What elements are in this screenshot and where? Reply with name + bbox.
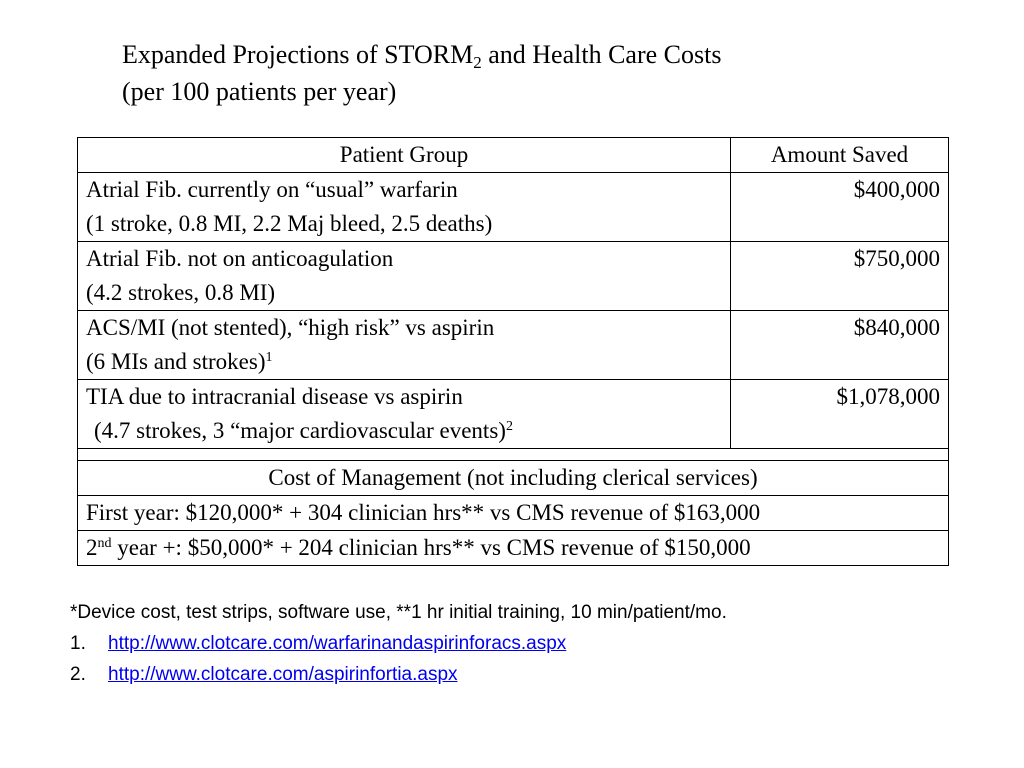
cost-table [77, 137, 949, 566]
patient-group-cell [78, 311, 731, 380]
patient-group-cell [78, 242, 731, 311]
group-line-2 [86, 414, 722, 448]
title-line-2: (per 100 patients per year) [122, 77, 397, 106]
reference-number: 2. [70, 664, 86, 685]
patient-group-cell [78, 173, 731, 242]
slide-title [122, 36, 1002, 110]
group-line-1: Atrial Fib. not on anticoagulation [86, 246, 394, 271]
ordinal-suffix: nd [97, 536, 112, 551]
amount-cell: $1,078,000 [731, 380, 949, 449]
patient-group-cell [78, 380, 731, 449]
device-note: *Device cost, test strips, software use, **1 hr initial training, 10 min/patient/mo. [70, 602, 727, 623]
footnote-ref: 1 [265, 350, 273, 365]
reference-item [70, 628, 970, 659]
cost-row-first-year [78, 496, 949, 531]
table-row [78, 311, 949, 380]
group-line-2-text: (6 MIs and strokes) [86, 349, 266, 374]
table-header-row [78, 138, 949, 173]
group-line-2: (1 stroke, 0.8 MI, 2.2 Maj bleed, 2.5 deaths) [86, 211, 493, 236]
group-line-1: ACS/MI (not stented), “high risk” vs aspirin [86, 315, 495, 340]
header-patient-group: Patient Group [78, 138, 731, 173]
group-line-2 [86, 345, 722, 379]
reference-link[interactable]: http://www.clotcare.com/aspirinfortia.aspx [108, 664, 458, 685]
reference-number: 1. [70, 633, 86, 654]
title-text: Expanded Projections of STORM [122, 40, 474, 69]
reference-link[interactable]: http://www.clotcare.com/warfarinandaspirinforacs.aspx [108, 633, 567, 654]
cost-row-second-year [78, 531, 949, 566]
amount-cell: $750,000 [731, 242, 949, 311]
title-subscript: 2 [473, 53, 482, 72]
group-line-1: TIA due to intracranial disease vs aspirin [86, 384, 463, 409]
cost-header-row [78, 461, 949, 496]
table-spacer [78, 449, 949, 461]
amount-cell: $840,000 [731, 311, 949, 380]
footnote-ref: 2 [505, 419, 513, 434]
group-line-2-text: (4.7 strokes, 3 “major cardiovascular events) [94, 418, 506, 443]
amount-cell: $400,000 [731, 173, 949, 242]
group-line-2: (4.2 strokes, 0.8 MI) [86, 280, 276, 305]
table-spacer-row [78, 449, 949, 461]
table-row [78, 242, 949, 311]
second-year-text: year +: $50,000* + 204 clinician hrs** vs CMS revenue of $150,000 [111, 535, 751, 560]
footnotes [70, 597, 970, 690]
first-year-cost: First year: $120,000* + 304 clinician hrs** vs CMS revenue of $163,000 [78, 496, 949, 531]
header-amount-saved: Amount Saved [731, 138, 949, 173]
group-line-1: Atrial Fib. currently on “usual” warfarin [86, 177, 458, 202]
table-row [78, 380, 949, 449]
title-text-end: and Health Care Costs [481, 40, 722, 69]
title-line-1 [122, 36, 1002, 73]
table-row [78, 173, 949, 242]
cost-header: Cost of Management (not including clerical services) [78, 461, 949, 496]
reference-item [70, 659, 970, 690]
second-year-cost [78, 531, 949, 566]
second-year-num: 2 [86, 535, 98, 560]
